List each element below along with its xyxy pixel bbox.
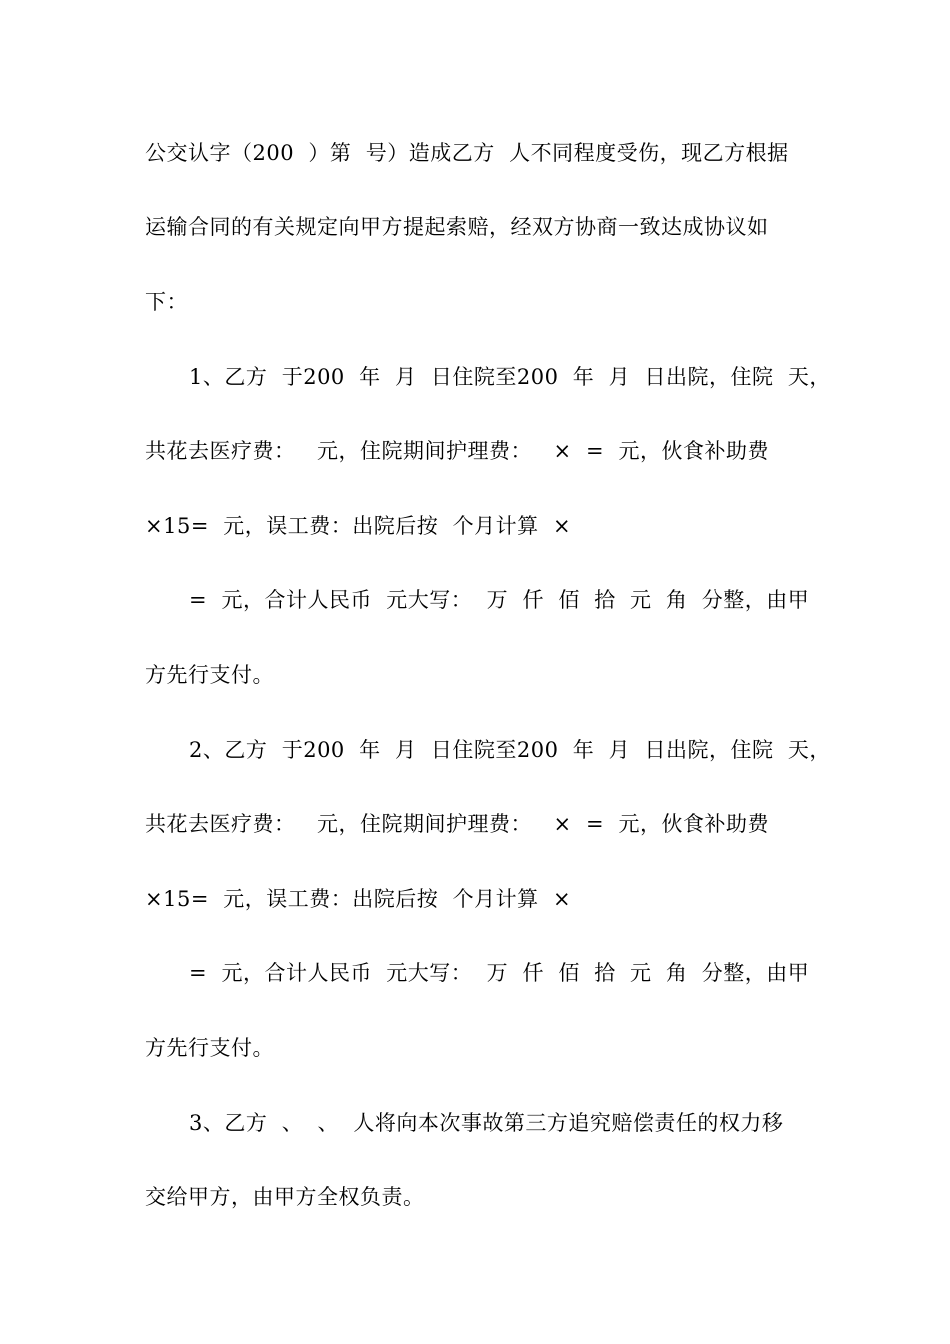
paragraph-line-3: 下： — [145, 290, 188, 314]
clause-1-line-5: 方先行支付。 — [145, 663, 274, 687]
clause-1-line-2: 共花去医疗费： 元，住院期间护理费： × = 元，伙食补助费 — [145, 439, 769, 463]
paragraph-line-2: 运输合同的有关规定向甲方提起索赔，经双方协商一致达成协议如 — [145, 215, 769, 239]
clause-2-line-4: = 元，合计人民币 元大写： 万 仟 佰 拾 元 角 分整，由甲 — [189, 961, 810, 985]
clause-2-line-3: ×15= 元，误工费：出院后按 个月计算 × — [145, 887, 572, 911]
clause-3-line-2: 交给甲方，由甲方全权负责。 — [145, 1185, 425, 1209]
clause-1-line-1: 1、乙方 于200 年 月 日住院至200 年 月 日出院，住院 天， — [189, 365, 831, 389]
clause-1-line-3: ×15= 元，误工费：出院后按 个月计算 × — [145, 514, 572, 538]
clause-2-line-1: 2、乙方 于200 年 月 日住院至200 年 月 日出院，住院 天， — [189, 738, 831, 762]
clause-2-line-2: 共花去医疗费： 元，住院期间护理费： × = 元，伙食补助费 — [145, 812, 769, 836]
paragraph-line-1: 公交认字（200 ）第 号）造成乙方 人不同程度受伤，现乙方根据 — [145, 141, 789, 165]
clause-1-line-4: = 元，合计人民币 元大写： 万 仟 佰 拾 元 角 分整，由甲 — [189, 588, 810, 612]
clause-3-line-1: 3、乙方 、 、 人将向本次事故第三方追究赔偿责任的权力移 — [189, 1111, 784, 1135]
clause-2-line-5: 方先行支付。 — [145, 1036, 274, 1060]
